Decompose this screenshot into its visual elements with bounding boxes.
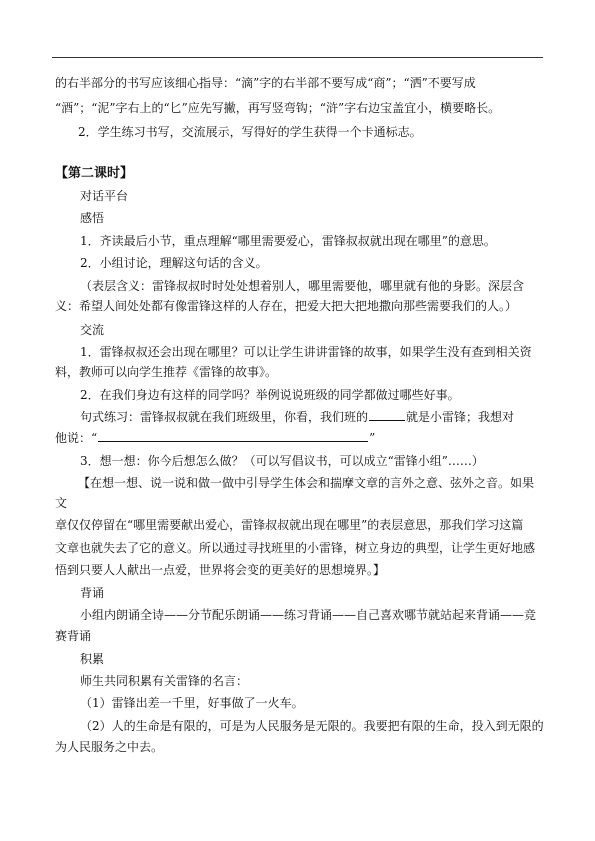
text-line: 料，教师可以向学生推荐《雷锋的故事》。 [55, 365, 278, 379]
text-line: 1．雷锋叔叔还会出现在哪里？可以让学生讲讲雷锋的故事，如果学生没有查到相关资 [80, 345, 532, 359]
text-line: 悟到只要人人献出一点爱，世界将会变的更美好的思想境界。】 [55, 563, 386, 577]
text-line: 2．学生练习书写，交流展示，写得好的学生获得一个卡通标志。 [78, 125, 422, 139]
text-line: （2）人的生命是有限的，可是为人民服务是无限的。我要把有限的生命，投入到无限的 [80, 719, 544, 733]
text-line: 1．齐读最后小节，重点理解“哪里需要爱心，雷锋叔叔就出现在哪里”的意思。 [80, 234, 496, 248]
text-line: 的右半部分的书写应该细心指导：“滴”字的右半部不要写成“商”；“洒”不要写成 [55, 76, 476, 90]
subheading: 对话平台 [80, 189, 129, 203]
text-line: 章仅仅停留在“哪里需要献出爱心，雷锋叔叔就出现在哪里”的表层意思，那我们学习这篇 [55, 518, 524, 532]
text-line: 文章也就失去了它的意义。所以通过寻找班里的小雷锋，树立身边的典型，让学生更好地感 [55, 541, 536, 555]
subheading: 感悟 [80, 211, 105, 225]
text-line: 为人民服务之中去。 [55, 740, 164, 754]
fill-blank [369, 409, 405, 421]
sentence-exercise [55, 430, 375, 446]
exercise-text: 就是小雷锋；我想对 [406, 410, 515, 424]
text-line: 2．在我们身边有这样的同学吗？举例说说班级的同学都做过哪些好事。 [80, 388, 460, 402]
fill-blank [98, 430, 368, 442]
exercise-text: 句式练习：雷锋叔叔就在我们班级里，你看，我们班的 [80, 410, 369, 424]
exercise-text: ” [369, 431, 376, 445]
text-line: 2．小组讨论，理解这句话的含义。 [80, 256, 268, 270]
text-line: 赛背诵 [55, 629, 92, 643]
text-line: 义：希望人间处处都有像雷锋这样的人存在，把爱大把大把地撒向那些需要我们的人。） [55, 299, 518, 313]
text-line: （1）雷锋出差一千里，好事做了一火车。 [80, 696, 304, 710]
subheading: 交流 [80, 323, 105, 337]
sentence-exercise [80, 409, 514, 425]
text-line: “酒”；“泥”字右上的“匕”应先写撇，再写竖弯钩；“浒”字右边宝盖宜小，横要略长。 [55, 101, 501, 115]
text-line: 小组内朗诵全诗——分节配乐朗诵——练习背诵——自己喜欢哪节就站起来背诵——竞 [80, 608, 537, 622]
exercise-text: 他说：“ [55, 431, 98, 445]
header-rule [52, 57, 543, 58]
text-line: 3．想一想：你今后想怎么做？（可以写倡议书，可以成立“雷锋小组”……） [80, 454, 484, 468]
subheading: 背诵 [80, 586, 105, 600]
subheading: 积累 [80, 652, 105, 666]
section-heading: 【第二课时】 [55, 166, 134, 181]
text-line: （表层含义：雷锋叔叔时时处处想着别人，哪里需要他，哪里就有他的身影。深层含 [80, 279, 525, 293]
text-line: 文 [55, 496, 68, 510]
text-line: 师生共同积累有关雷锋的名言： [80, 674, 249, 688]
text-line: 【在想一想、说一说和做一做中引导学生体会和揣摩文章的言外之意、弦外之音。如果 [78, 476, 535, 490]
